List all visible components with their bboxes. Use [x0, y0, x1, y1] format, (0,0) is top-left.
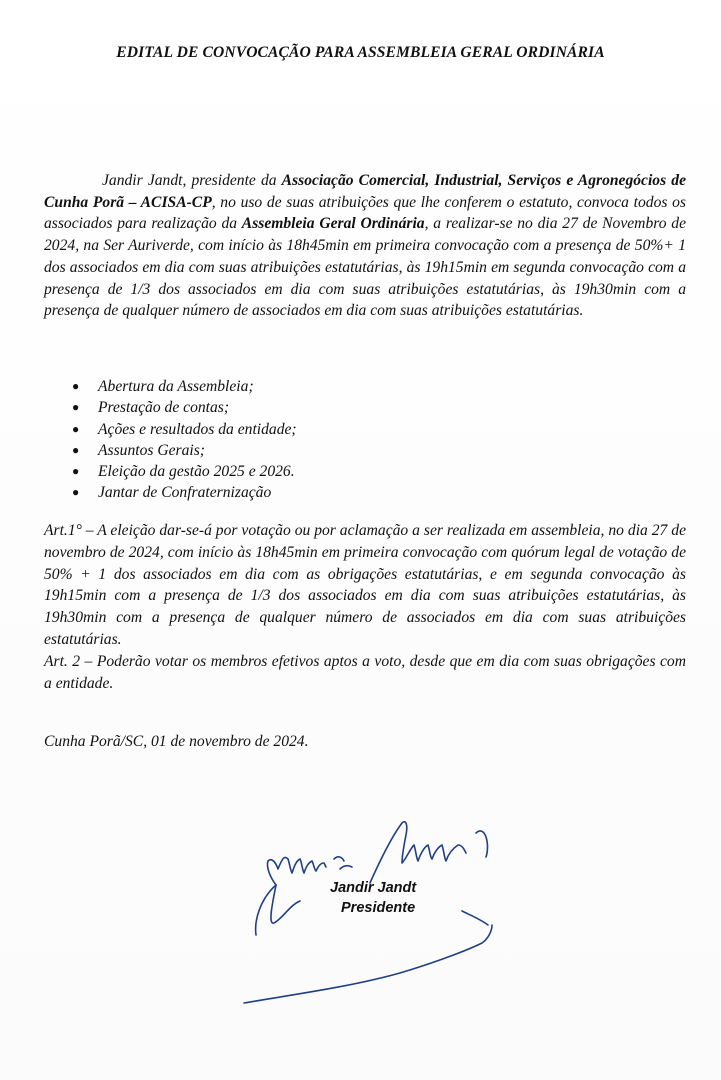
- intro-text-1: Jandir Jandt, presidente da: [102, 172, 282, 189]
- article-1: Art.1° – A eleição dar-se-á por votação ou por aclamação a ser realizada em assembleia, no dia 27 de novembro de 2024, com início às 18h45min em primeira convocação com quórum legal de votação de 50% + 1 dos associados em dia com as obrigações estatutárias, e em segunda convocação às 19h15min com a presença de 1/3 dos associados em dia com suas atribuições estatutárias, às 19h30min com a presença de qualquer número de associados em dia com suas atribuições estatutárias.: [44, 522, 686, 648]
- bullet-icon: ●: [72, 464, 80, 479]
- articles-section: [44, 520, 686, 694]
- agenda-item-text: Prestação de contas;: [98, 399, 230, 417]
- agenda-item: [72, 482, 297, 503]
- bullet-icon: ●: [72, 485, 80, 500]
- agenda-item: [72, 419, 297, 440]
- agenda-item-text: Ações e resultados da entidade;: [98, 420, 297, 438]
- agenda-item-text: Assuntos Gerais;: [98, 441, 205, 459]
- agenda-item-text: Abertura da Assembleia;: [98, 378, 254, 395]
- agenda-item: [72, 397, 297, 418]
- intro-text-3: , a realizar-se no dia 27 de Novembro de 2024, na Ser Auriverde, com início às 18h45min em primeira convocação com a presença de 50%+ 1 dos associados em dia com suas atribuições estatutárias, às 19h15min em segunda convocação com a presença de 1/3 dos associados em dia com suas atribuições estatutárias, às 19h30min com a presença de qualquer número de associados em dia com suas atribuições estatutárias.: [44, 215, 687, 320]
- place-and-date: Cunha Porã/SC, 01 de novembro de 2024.: [44, 733, 309, 750]
- signer-block: [330, 878, 416, 918]
- assembly-name: Assembleia Geral Ordinária: [241, 215, 425, 233]
- intro-text-2: , no uso de suas atribuições que lhe conferem o estatuto, convoca todos os associados para realização da: [44, 193, 686, 233]
- agenda-item-text: Eleição da gestão 2025 e 2026.: [98, 463, 295, 481]
- bullet-icon: ●: [72, 379, 80, 393]
- signer-role: Presidente: [341, 900, 416, 916]
- agenda-item: [72, 376, 297, 397]
- bullet-icon: ●: [72, 442, 80, 457]
- agenda-list: [72, 376, 297, 504]
- bullet-icon: ●: [72, 400, 80, 415]
- intro-paragraph: [44, 170, 686, 322]
- signer-name: Jandir Jandt: [330, 880, 417, 896]
- agenda-item-text: Jantar de Confraternização: [98, 484, 272, 502]
- organization-name: Associação Comercial, Industrial, Serviços e Agronegócios de Cunha Porã – ACISA-CP: [44, 172, 686, 211]
- bullet-icon: ●: [72, 421, 80, 436]
- agenda-item: [72, 440, 297, 461]
- article-2: Art. 2 – Poderão votar os membros efetivos aptos a voto, desde que em dia com suas obrigações com a entidade.: [44, 652, 686, 692]
- document-title: EDITAL DE CONVOCAÇÃO PARA ASSEMBLEIA GERAL ORDINÁRIA: [116, 44, 605, 61]
- agenda-item: [72, 461, 297, 482]
